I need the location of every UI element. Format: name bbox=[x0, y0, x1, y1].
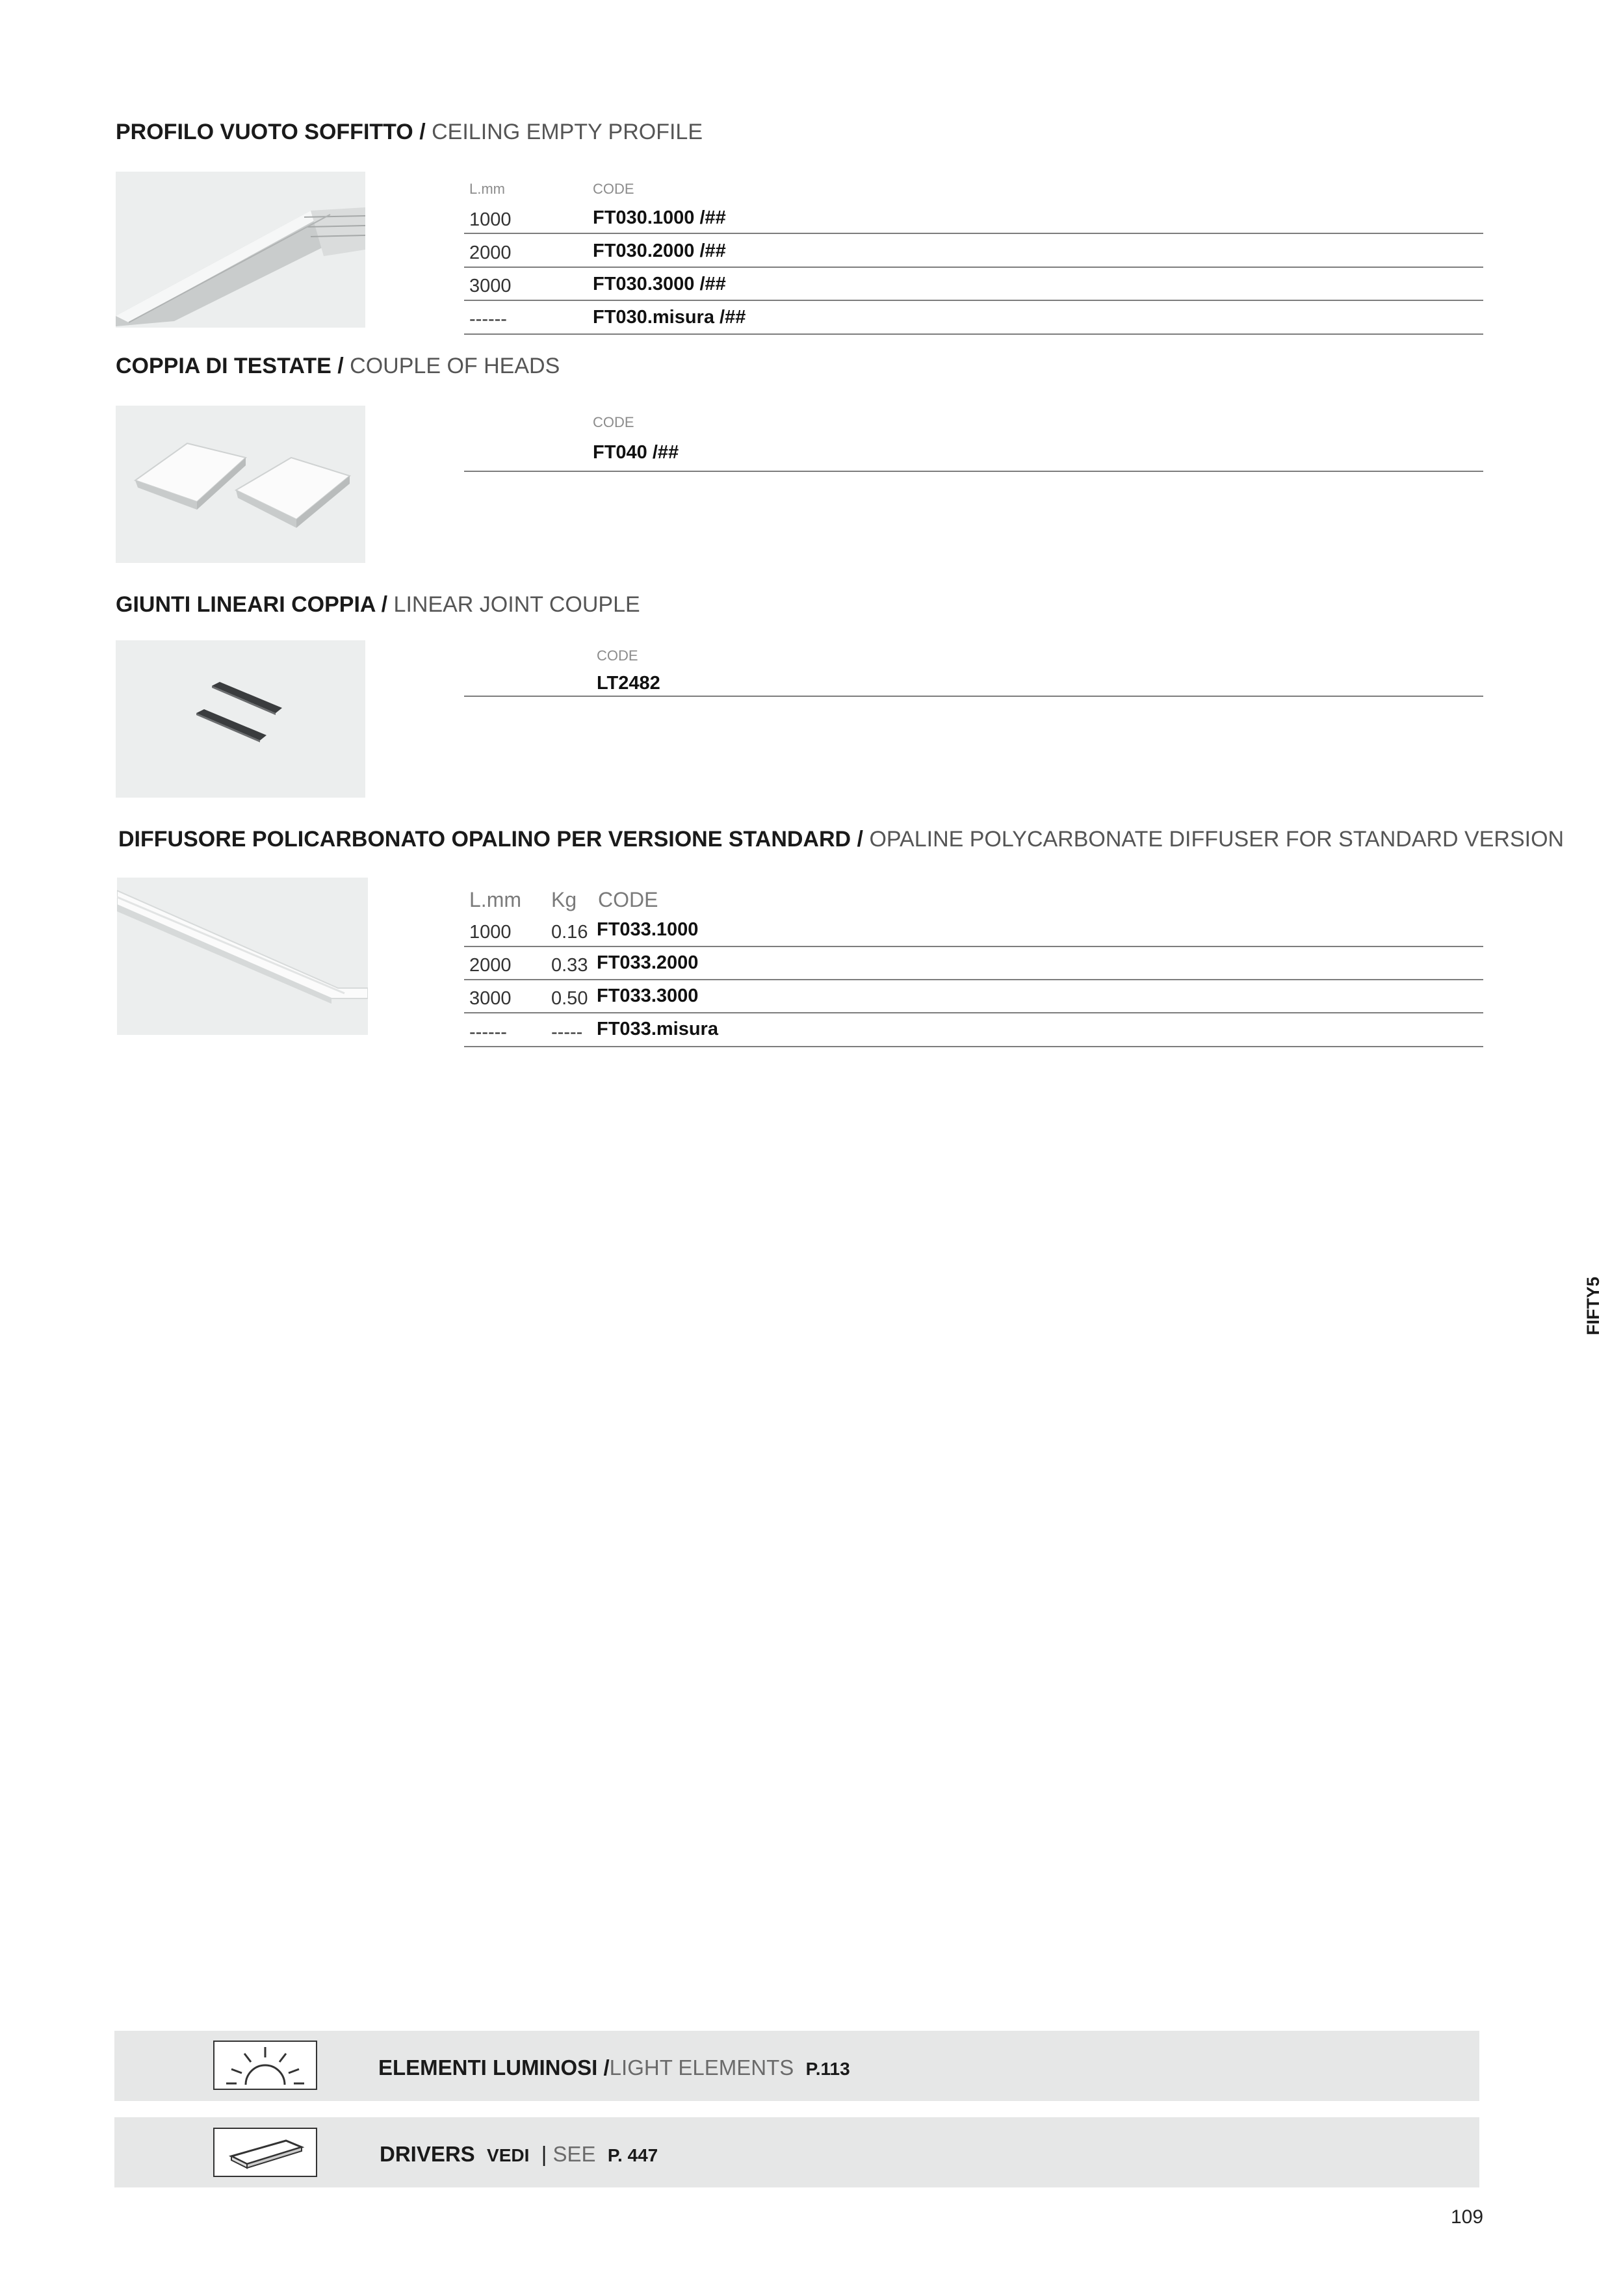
col-header-length: L.mm bbox=[469, 181, 505, 197]
table-cell-code: FT030.1000 /## bbox=[593, 207, 726, 228]
table-row-divider bbox=[464, 267, 1483, 268]
table-cell-code: FT040 /## bbox=[593, 442, 679, 463]
table-cell-length: 1000 bbox=[469, 209, 512, 230]
table-cell-code: LT2482 bbox=[597, 673, 660, 694]
table-cell-weight: ----- bbox=[551, 1022, 583, 1043]
driver-icon bbox=[213, 2128, 317, 2177]
diffuser-image bbox=[117, 878, 368, 1035]
table-row-divider bbox=[464, 979, 1483, 980]
section-title-linear-joint: GIUNTI LINEARI COPPIA / LINEAR JOINT COUPLE bbox=[116, 592, 640, 617]
col-header-code: CODE bbox=[593, 414, 634, 430]
table-cell-weight: 0.16 bbox=[551, 922, 588, 943]
table-row-divider bbox=[464, 471, 1483, 472]
light-element-icon bbox=[213, 2041, 317, 2090]
table-cell-weight: 0.33 bbox=[551, 955, 588, 976]
footer-link-light-elements[interactable] bbox=[114, 2031, 1479, 2101]
table-cell-length: ------ bbox=[469, 309, 507, 330]
table-cell-length: 1000 bbox=[469, 922, 512, 943]
table-cell-length: 2000 bbox=[469, 955, 512, 976]
table-cell-length: 3000 bbox=[469, 988, 512, 1009]
table-row-divider bbox=[464, 300, 1483, 301]
table-cell-code: FT033.misura bbox=[597, 1019, 718, 1039]
table-row-divider bbox=[464, 233, 1483, 234]
footer-link-text: ELEMENTI LUMINOSI /LIGHT ELEMENTS P.113 bbox=[378, 2055, 850, 2080]
table-cell-length: 3000 bbox=[469, 276, 512, 296]
ceiling-profile-image bbox=[116, 172, 365, 328]
side-label: FIFTY5 bbox=[1583, 1276, 1603, 1335]
col-header-code: CODE bbox=[593, 181, 634, 197]
section-title-diffuser: DIFFUSORE POLICARBONATO OPALINO PER VERSIONE STANDARD / OPALINE POLYCARBONATE DIFFUSER FOR STANDARD VERSION bbox=[118, 827, 1565, 852]
col-header-code: CODE bbox=[598, 888, 658, 911]
table-row-divider bbox=[464, 1046, 1483, 1047]
linear-joint-image bbox=[116, 640, 365, 798]
table-row-divider bbox=[464, 1012, 1483, 1013]
table-row-divider bbox=[464, 946, 1483, 947]
table-cell-code: FT033.2000 bbox=[597, 952, 699, 973]
col-header-weight: Kg bbox=[551, 888, 577, 911]
table-cell-code: FT030.misura /## bbox=[593, 307, 746, 328]
section-title-ceiling-profile: PROFILO VUOTO SOFFITTO / CEILING EMPTY PROFILE bbox=[116, 120, 703, 144]
col-header-code: CODE bbox=[597, 647, 638, 664]
col-header-length: L.mm bbox=[469, 888, 521, 911]
table-cell-weight: 0.50 bbox=[551, 988, 588, 1009]
page-number: 109 bbox=[1451, 2206, 1484, 2228]
table-cell-code: FT033.3000 bbox=[597, 985, 699, 1006]
table-cell-code: FT033.1000 bbox=[597, 919, 699, 940]
end-caps-image bbox=[116, 406, 365, 563]
table-row-divider bbox=[464, 333, 1483, 335]
table-cell-length: 2000 bbox=[469, 242, 512, 263]
footer-link-drivers[interactable] bbox=[114, 2117, 1479, 2187]
table-row-divider bbox=[464, 696, 1483, 697]
footer-link-text: DRIVERS VEDI | SEE P. 447 bbox=[380, 2142, 658, 2166]
section-title-couple-of-heads: COPPIA DI TESTATE / COUPLE OF HEADS bbox=[116, 354, 560, 378]
table-cell-code: FT030.2000 /## bbox=[593, 241, 726, 261]
table-cell-code: FT030.3000 /## bbox=[593, 274, 726, 294]
table-cell-length: ------ bbox=[469, 1022, 507, 1043]
